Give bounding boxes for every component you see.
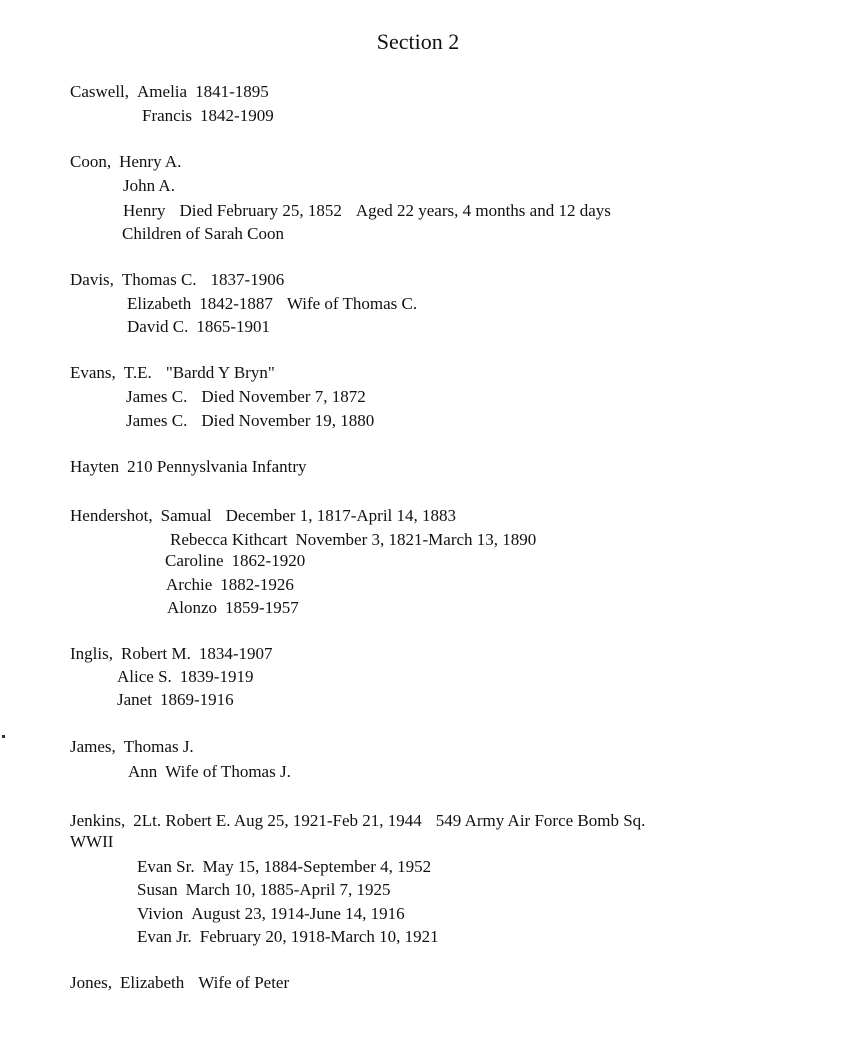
entry-hendershot-line-4 (166, 574, 294, 596)
entry-jenkins-line-5 (137, 926, 439, 948)
given-name: James C. (126, 411, 188, 430)
death-note: Died February 25, 1852 (179, 201, 342, 220)
entry-coon-line-4 (122, 223, 284, 245)
death-note: Died November 7, 1872 (201, 387, 366, 406)
dates: 1842-1887 (199, 294, 273, 313)
surname: Hayten (70, 457, 120, 476)
given-name: Samual (160, 506, 212, 525)
entry-inglis-line-1 (70, 643, 273, 665)
dates: December 1, 1817-April 14, 1883 (225, 506, 457, 525)
entry-evans-line-2 (126, 386, 366, 408)
entry-hayten-line-1 (70, 456, 307, 478)
given-name: Archie (166, 575, 213, 594)
surname: Caswell, (70, 82, 130, 101)
entry-caswell-line-2 (142, 105, 274, 127)
entry-jenkins-line-4 (137, 903, 405, 925)
given-name: Alice S. (117, 667, 172, 686)
note: 210 Pennyslvania Infantry (127, 457, 307, 476)
entry-hendershot-line-2 (170, 529, 536, 551)
entry-coon-line-3 (123, 200, 611, 222)
given-name: Elizabeth (120, 973, 185, 992)
entry-jenkins-line-2 (137, 856, 431, 878)
age-note: Aged 22 years, 4 months and 12 days (355, 201, 611, 220)
dates: 1841-1895 (195, 82, 269, 101)
dates: 1869-1916 (159, 690, 234, 709)
given-name: Caroline (165, 551, 224, 570)
death-note: Died November 19, 1880 (201, 411, 375, 430)
given-name: Robert M. (120, 644, 191, 663)
surname: Hendershot, (70, 506, 153, 525)
entry-hendershot-line-5 (167, 597, 299, 619)
dates: August 23, 1914-June 14, 1916 (191, 904, 405, 923)
entry-james-line-1 (70, 736, 194, 758)
nickname: "Bardd Y Bryn" (165, 363, 275, 382)
given-name: Vivion (137, 904, 184, 923)
given-name: Ann (128, 762, 158, 781)
dates: 1882-1926 (220, 575, 294, 594)
surname: Evans, (70, 363, 116, 382)
given-name: Francis (142, 106, 193, 125)
page-title: Section 2 (376, 29, 460, 54)
given-name: Thomas J. (123, 737, 194, 756)
note: Wife of Thomas C. (286, 294, 418, 313)
entry-inglis-line-3 (117, 689, 234, 711)
entry-davis-line-1 (70, 269, 284, 291)
given-name: John A. (123, 176, 175, 195)
entry-davis-line-2 (127, 293, 417, 315)
given-name: Evan Jr. (137, 927, 192, 946)
entry-jones-line-1 (70, 972, 289, 994)
surname: Coon, (70, 152, 112, 171)
entry-davis-line-3 (127, 316, 270, 338)
entry-evans-line-1 (70, 362, 275, 384)
dates: 1842-1909 (200, 106, 274, 125)
given-name: David C. (127, 317, 189, 336)
dates: November 3, 1821-March 13, 1890 (295, 530, 537, 549)
surname: Inglis, (70, 644, 113, 663)
note: Children of Sarah Coon (122, 224, 284, 243)
surname: James, (70, 737, 116, 756)
entry-jenkins-line-1b (70, 831, 113, 853)
dates: 1859-1957 (225, 598, 299, 617)
dates: 1862-1920 (231, 551, 306, 570)
given-name: Henry A. (119, 152, 182, 171)
entry-evans-line-3 (126, 410, 374, 432)
entry-coon-line-2 (123, 175, 175, 197)
dates: 1839-1919 (179, 667, 254, 686)
surname: Jones, (70, 973, 113, 992)
given-name: Henry (123, 201, 166, 220)
dates: 1834-1907 (198, 644, 273, 663)
given-name: James C. (126, 387, 188, 406)
entry-james-line-2 (128, 761, 291, 783)
dates: May 15, 1884-September 4, 1952 (202, 857, 432, 876)
note: Wife of Thomas J. (165, 762, 291, 781)
entry-jenkins-line-3 (137, 879, 391, 901)
dates: 1837-1906 (210, 270, 285, 289)
given-name: Thomas C. (121, 270, 197, 289)
entry-hendershot-line-3 (165, 550, 305, 572)
given-name: T.E. (123, 363, 152, 382)
entry-hendershot-line-1 (70, 505, 456, 527)
surname: Davis, (70, 270, 114, 289)
scan-speck (2, 735, 5, 738)
dates: 1865-1901 (196, 317, 271, 336)
entry-inglis-line-2 (117, 666, 253, 688)
entry-jenkins-line-1 (70, 810, 645, 832)
dates: March 10, 1885-April 7, 1925 (185, 880, 391, 899)
given-name: Susan (137, 880, 178, 899)
dates: February 20, 1918-March 10, 1921 (199, 927, 439, 946)
given-name: 2Lt. Robert E. Aug 25, 1921-Feb 21, 1944 (133, 811, 422, 830)
given-name: Elizabeth (127, 294, 192, 313)
given-name: Evan Sr. (137, 857, 195, 876)
given-name: Amelia (137, 82, 188, 101)
entry-caswell-line-1 (70, 81, 269, 103)
entry-coon-line-1 (70, 151, 181, 173)
given-name: Rebecca Kithcart (170, 530, 288, 549)
surname: Jenkins, (70, 811, 126, 830)
note: Wife of Peter (198, 973, 290, 992)
unit-note: 549 Army Air Force Bomb Sq. (435, 811, 646, 830)
given-name: Alonzo (167, 598, 218, 617)
war-note: WWII (70, 832, 114, 851)
given-name: Janet (117, 690, 152, 709)
